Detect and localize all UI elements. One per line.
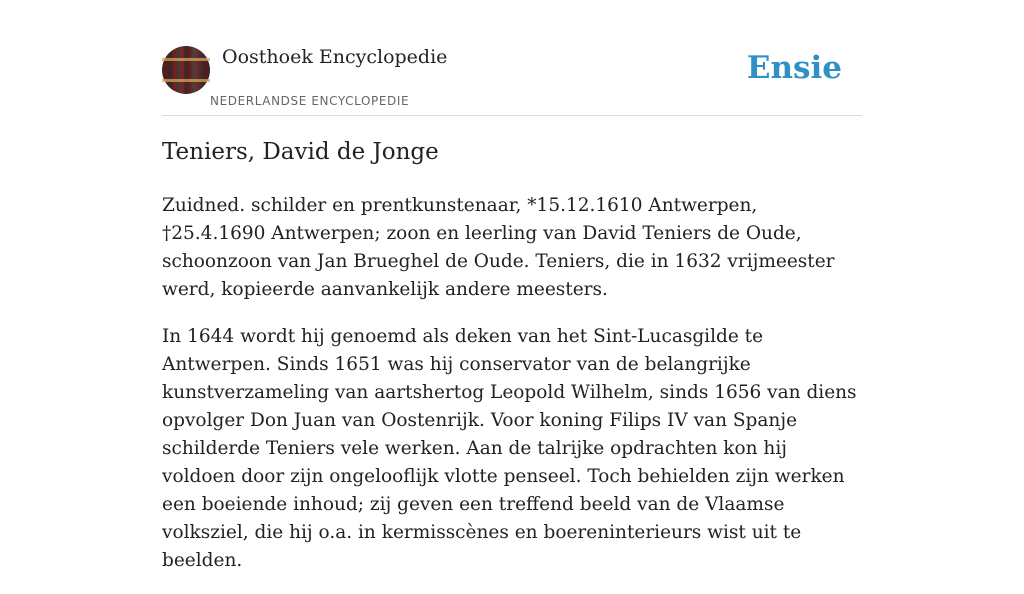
site-subtitle: NEDERLANDSE ENCYCLOPEDIE xyxy=(210,94,410,108)
site-header xyxy=(162,46,862,116)
article-body xyxy=(162,192,862,594)
ensie-logo-link[interactable]: Ensie xyxy=(746,50,842,86)
encyclopedia-books-icon[interactable] xyxy=(162,46,210,94)
book-spine-band xyxy=(162,79,210,82)
book-spine-band xyxy=(162,58,210,61)
site-name-link[interactable]: Oosthoek Encyclopedie xyxy=(222,46,448,68)
article-paragraph: In 1644 wordt hij genoemd als deken van het Sint-Lucasgilde te Antwerpen. Sinds 1651 was hij conservator van de belangrijke kunstverzameling van aartshertog Leopold Wilhelm, sinds 1656 van diens opvolger Don Juan van Oostenrijk. Voor koning Filips IV van Spanje schilderde Teniers vele werken. Aan de talrijke opdrachten kon hij voldoen door zijn ongelooflijk vlotte penseel. Toch behielden zijn werken een boeiende inhoud; zij geven een treffend beeld van de Vlaamse volksziel, die hij o.a. in kermisscènes en boereninterieurs wist uit te beelden. xyxy=(162,326,857,571)
article-title: Teniers, David de Jonge xyxy=(162,139,439,165)
article-paragraph: Zuidned. schilder en prentkunstenaar, *15.12.1610 Antwerpen, †25.4.1690 Antwerpen; zoon en leerling van David Teniers de Oude, schoonzoon van Jan Brueghel de Oude. Teniers, die in 1632 vrijmeester werd, kopieerde aanvankelijk andere meesters. xyxy=(162,195,835,300)
